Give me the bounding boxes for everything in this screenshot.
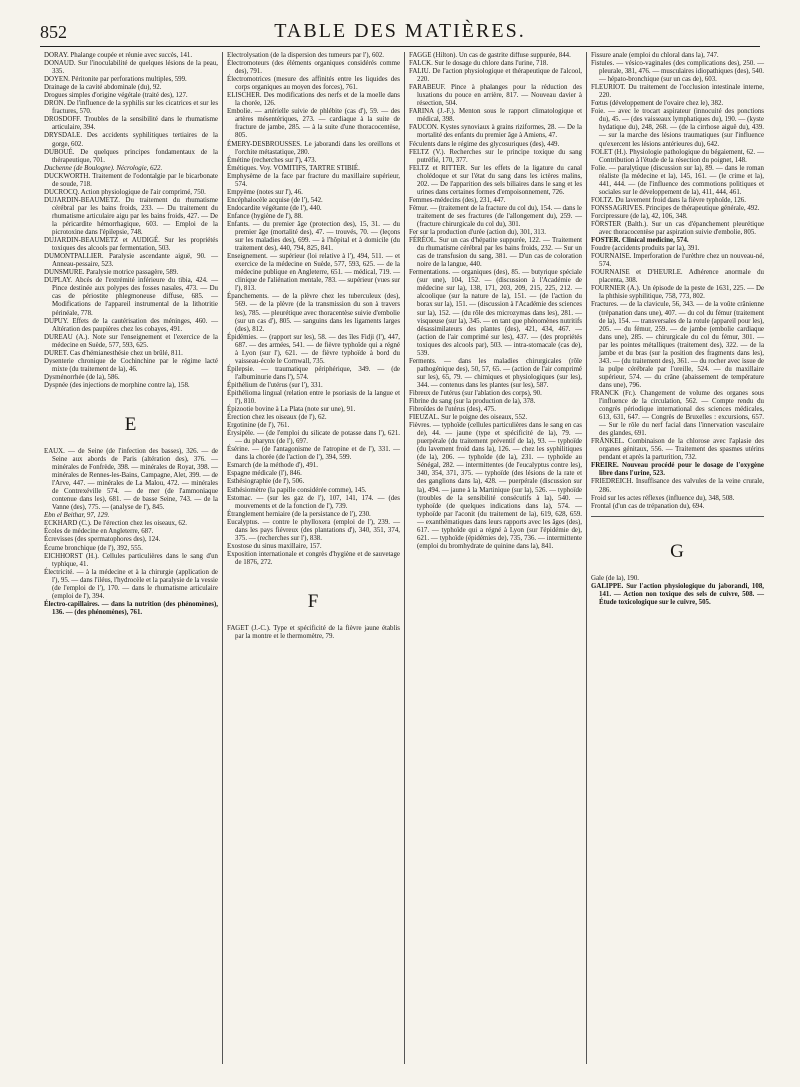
index-entry: DUJARDIN-BEAUMETZ. Du traitement du rhumatisme cérébral par les bains froids, 233. — Du traitement du rhumatisme articulaire aigu par les bains froids, 427. — De la péricardite hémorrhagique, 603. — Emploi de la picrotoxine dans l'épilepsie, 748. [44,196,218,237]
index-entry: Fièvres. — typhoïde (cellules particulières dans le sang en cas de), 44. — jaune (type et spécificité de la), 79. — puerpérale (du traitement préventif de la), 93. — typhoïde (du lavement froid dans la), 126. — chez les syphilitiques (de la), 206. — typhoïde (de la), 231. — typhoïde au Sénégal, 282. — intermittentes (de l'eucalyptus contre les), 340, 354, 371, 375. — typhoïde (des lésions de la rate et des ganglions dans la), 428. — puerpérale (discussion sur la), 494. — jaune à la Martinique (sur la), 526. — typhoïde (troubles de la sensibilité consécutifs à la), 540. — typhoïde (de quelques indications dans la), 574. — typhoïde par l'aconit (du traitement de la), 619, 628, 659. — exanthématiques dans leurs rapports avec les âges (des), 617. — typhoïde qui a régné à Lyon (sur l'épidémie de), 621. — typhoïde (épidémies de), 735, 736. — intermittente (emploi du bromhydrate de quinine dans la), 841. [409,422,582,550]
index-entry: DUMONTPALLIER. Paralysie ascendante aiguë, 90. — Anneau-pessaire, 523. [44,253,218,269]
index-entry: DOYEN. Péritonite par perforations multiples, 599. [44,76,187,84]
index-entry: FOSTER. Clinical medicine, 574. [591,237,689,245]
index-entry: FIEUZAL. Sur le poigne des oiseaux, 552. [409,414,528,422]
index-entry: FONSSAGRIVES. Principes de thérapeutique générale, 492. [591,204,760,212]
index-entry: ECKHARD (C.). De l'érection chez les oiseaux, 62. [44,520,188,528]
index-entry: FÖRSTER (Balth.). Sur un cas d'épanchement pleurétique avec thoracocentèse par aspiration suivie d'embolie, 805. [591,220,764,237]
index-entry: FARINA (J.-F.). Menton sous le rapport climatologique et médical, 398. [409,108,582,124]
index-entry: DUBOUÉ. De quelques principes fondamentaux de la thérapeutique, 701. [44,148,218,164]
index-column-3 [404,52,586,1064]
index-columns [40,52,768,1064]
index-entry: Émétine (recherches sur l'), 473. [227,156,317,164]
index-entry: Foie. — avec le trocart aspirateur (innocuité des ponctions du), 45. — (des vaisseaux lymphatiques du), 190. — (kyste hydatique du), 248, 268. — (de la cirrhose aiguë du), 439. — sur la marche des lésions traumatiques (sur l'influence qu'exercent les lésions antérieures du), 642. [591,108,764,148]
index-entry: Épithélioma lingual (relation entre le psoriasis de la langue et l'), 810. [227,389,400,406]
index-entry: DUPUY. Effets de la cautérisation des méninges, 460. — Altération des paupières chez les cobayes, 491. [44,317,218,333]
index-entry: Enfance (hygiène de l'), 88. [227,212,303,220]
index-entry: Drogues simples d'origine végétale (traité des), 127. [44,92,188,100]
index-entry: EAUX. — de Seine (de l'infection des basses), 326. — de Seine aux abords de Paris (altération des), 376. — minérales de Fonfrède, 398. — minérales de Royat, 398. — minérales de Rennes-les-Bains, Campagne, Alet, 399. — de l'Arve, 447. — minérales de La Malou, 472. — minérales de Contrexéville 574. — de mer (de l'ammoniaque contenue dans les), 681. — de basse Seine, 743. — de la Vanne (des), 775. — (analyse de l'), 845. [44,447,218,512]
index-entry: Eucalyptus. — contre le phylloxera (emploi de l'), 239. — dans les pays fiévreux (des plantations d'), 340, 351, 374, 375. — (recherches sur l'), 838. [227,518,400,542]
index-entry: FAGGE (Hilton). Un cas de gastrite diffuse suppurée, 844. [409,52,571,59]
index-entry: Fermentations. — organiques (des), 85. — butyrique spéciale (sur une), 104, 152. — (discussion à l'Académie de médecine sur la), 138, 171, 203, 209, 215, 225, 212. — alcoolique (sur la nature de la), 151. — (de l'action du borax sur la), 151. — (discussion à l'Académie des sciences sur la), 152. — (du rôle des microzymas dans les), 281. — visqueuse (sur la), 345. — en tant que phénomènes nutritifs désassimilateurs des plantes (des), 421, 434, 467. — (action de l'air comprimé sur les), 437. — (des propriétés toxiques des alcools par), 503. — intra-stomacale (cas de), 539. [409,269,582,357]
index-entry: FARABEUF. Pince à phalanges pour la réduction des luxations du pouce en arrière, 817. — Nouveau davier à résection, 504. [409,84,582,108]
index-entry: Ferments. — dans les maladies chirurgicales (rôle pathogénique des), 50, 57, 65. — (action de l'air comprimé sur les), 65, 79. — chimiques et physiologiques (sur les), 344. — contenus dans les plantes (sur les), 587. [409,357,582,389]
index-entry: Électromotrices (mesure des affinités entre les liquides des corps organiques au moyen des forces), 761. [227,76,400,92]
index-column-1 [40,52,222,1064]
index-entry: Dysménorrhée (de la), 586. [44,373,120,381]
index-entry: FAGET (J.-C.). Type et spécificité de la fièvre jaune établis par la montre et le thermomètre, 79. [227,625,400,641]
index-entry: Empyème (notes sur l'), 46. [227,188,303,196]
index-entry: Fractures. — de la clavicule, 56, 343. — de la voûte crânienne (trépanation dans une), 407. — du col du fémur (traitement de la), 154. — transversales de la rotule (appareil pour les), 205. — du fémur, 259. — de jambe (embolie cardiaque dans une), 285. — chirurgicale du col du fémur, 301. — par les pointes métalliques (traitement des), 322. — de la jambe et du bras (sur la position des fragments dans les), 343. — (du traitement des), 361. — du rocher avec issue de la pulpe cérébrale par l'oreille, 524. — du maxillaire supérieur, 574. — du crâne (abaissement de température dans une), 796. [591,301,764,389]
section-letter-g: G [670,540,685,562]
index-entry: GALIPPE. Sur l'action physiologique du jaborandi, 108, 141. — Action non toxique des sels de cuivre, 508. — Étude toxicologique sur le cuivre, 505. [591,582,764,606]
index-entry: Épithélium de l'utérus (sur l'), 331. [227,381,323,389]
index-entry: DUREAU (A.). Note sur l'enseignement et l'exercice de la médecine en Suède, 577, 593, 625. [44,333,218,349]
index-entry: FOURNIER (A.). Un épisode de la peste de 1631, 225. — De la phthisie syphilitique, 758, 773, 802. [591,285,764,301]
index-entry: Fémur. — (traitement de la fracture du col du), 154. — dans le traitement de ses fractures (de l'allongement du), 259. — (fracture chirurgicale du col du), 301. [409,204,582,228]
index-entry: Esthésiomètre (la papille considérée comme), 145. [227,486,367,494]
index-entry: Épidémies. — (rapport sur les), 58. — des îles Fidji (l'), 447, 687. — des armées, 541. — de fièvre typhoïde qui a régné à Lyon (sur l'), 621. — de fièvre typhoïde à bord du vaisseau-école le Cornwall, 735. [227,333,400,365]
index-entry: FELTZ et RITTER. Sur les effets de la ligature du canal cholédoque et sur l'état du sang dans les ictères malins, 202. — De l'apparition des sels biliaires dans le sang et les urines dans certaines formes d'empoisonnement, 726. [409,164,582,196]
index-entry: Emphysème de la face par fracture du maxillaire supérieur, 574. [227,172,400,188]
index-entry: FELTZ (V.). Recherches sur le principe toxique du sang putréfié, 170, 377. [409,148,582,164]
running-title: TABLE DES MATIÈRES. [274,20,526,42]
index-entry: DUJARDIN-BEAUMETZ et AUDIGÉ. Sur les propriétés toxiques des alcools par fermentation, 503. [44,237,218,253]
index-entry: FREIRE. Nouveau procédé pour le dosage de l'oxygène libre dans l'urine, 523. [591,462,764,478]
index-entry: EICHHORST (H.). Cellules particulières dans le sang d'un typhique, 41. [44,552,218,568]
index-entry: Foudre (accidents produits par la), 391. [591,245,700,253]
section-letter-f: F [307,591,320,612]
index-entry: Étranglement herniaire (de la persistance de l'), 230. [227,510,371,518]
index-entry: DUPLAY. Abcès de l'extrémité inférieure du tibia, 424. — Pince destinée aux polypes des fosses nasales, 473. — Du cas de périostite phlegmoneuse diffuse, 685. — Modifications de l'appareil instrumental de la lithotritie périnéale, 778. [44,277,218,317]
index-entry: Épizootie bovine à La Plata (note sur une), 91. [227,406,356,414]
index-entry: Ergotinine (de l'), 761. [227,422,290,430]
index-entry: Ésérine. — (de l'antagonisme de l'atropine et de l'), 331. — dans la chorée (de l'action de l'), 394, 599. [227,446,400,462]
index-column-4 [586,52,768,1064]
index-entry: Émétiques. Voy. VOMITIFS, TARTRE STIBIÉ. [227,164,360,172]
index-entry: Dyspnée (des injections de morphine contre la), 158. [44,381,190,389]
index-entry: Drainage de la cavité abdominale (du), 92. [44,84,162,92]
index-entry: DONAUD. Sur l'inoculabilité de quelques lésions de la peau, 335. [44,60,218,76]
index-entry: Écrevisses (des spermatophores des), 124. [44,536,161,544]
page-header [40,20,760,47]
index-entry: FOURNAISE. Imperforation de l'urèthre chez un nouveau-né, 574. [591,253,764,269]
index-entry: Électro-capillaires. — dans la nutrition (des phénomènes), 136. — (des phénomènes), 761. [44,600,218,616]
index-entry: Électromoteurs (des éléments organiques considérés comme des), 791. [227,60,400,76]
index-entry: Espagne médicale (l'), 846. [227,470,302,478]
index-entry: Fistules. — vésico-vaginales (des complications des), 250. — pleurale, 381, 476. — musculaires idiopathiques (des), 540. — hépato-bronchique (sur un cas de), 603. [591,60,764,84]
index-entry: Enfants. — du premier âge (protection des), 15, 31. — du premier âge (mortalité des), 47. — trouvés, 70. — (leçons sur les maladies des), 699. — à l'hôpital et à domicile (du traitement des), 440, 794, 825, 841. [227,220,400,253]
index-entry: DUCROCQ. Action physiologique de l'air comprimé, 750. [44,188,206,196]
index-entry: DRYSDALE. Des accidents syphilitiques tertiaires de la gorge, 602. [44,132,218,148]
index-entry: FRANCK (Fr.). Changement de volume des organes sous l'influence de la circulation, 562. — Compte rendu du congrès périodique international des sciences médicales, 613, 631, 647. — Congrès de Bruxelles : excursions, 657. — Sur le rôle du nerf facial dans l'innervation vasculaire des glandes, 691. [591,389,764,438]
index-entry: Dysenterie chronique de Cochinchine par le régime lacté mixte (du traitement de la), 46. [44,357,218,373]
index-entry: Fibrine du sang (sur la production de la), 378. [409,398,536,406]
index-entry: FRIEDREICH. Insuffisance des valvules de la veine crurale, 286. [591,478,764,494]
index-entry: Électricité. — à la médecine et à la chirurgie (application de l'), 95. — dans l'iléus, l'hydrocèle et la paralysie de la vessie (de l'emploi de l'), 170. — dans le rhumatisme articulaire (emploi de l'), 394. [44,568,218,600]
index-entry: DUNSMURE. Paralysie motrice passagère, 589. [44,269,179,277]
index-entry: FOLTZ. Du lavement froid dans la fièvre typhoïde, 126. [591,196,746,204]
index-entry: FALIU. De l'action physiologique et thérapeutique de l'alcool, 220. [409,68,582,84]
index-entry: Folie. — paralytique (discussion sur la), 89. — dans le roman réaliste (la médecine et la), 145, 161. — (le crime et la), 441, 444. — (de l'influence des commotions politiques et sociales sur le développement de la), 411, 444, 461. [591,164,764,196]
index-entry: Fissure anale (emploi du chloral dans la), 747. [591,52,719,59]
index-entry: FOURNAISE et D'HEURLE. Adhérence anormale du placenta, 308. [591,269,764,285]
index-entry: Esthésiographie (de l'), 506. [227,478,305,486]
index-entry: Femmes-médecins (des), 231, 447. [409,196,506,204]
index-entry: Épanchements. — de la plèvre chez les tuberculeux (des), 569. — de la plèvre (de la transmission du son à travers les), 785. — pleurétique avec thoracentèse suivie d'embolie (sur un cas d'), 805. — sanguins dans les ligaments larges (des), 812. [227,293,400,333]
index-entry: Ebn el Beithar, 97, 129. [44,512,110,520]
index-entry: Épilepsie. — traumatique périphérique, 349. — (de l'albuminurie dans l'), 574. [227,365,400,381]
index-entry: Fer sur la production d'urée (action du), 301, 313. [409,229,546,237]
index-entry: FÉRÉOL. Sur un cas d'hépatite suppurée, 122. — Traitement du rhumatisme cérébral par les bains froids, 232. — Sur un cas de transfusion du sang, 381. — D'un cas de coloration noire de la langue, 440. [409,237,582,269]
index-entry: DRON. De l'influence de la syphilis sur les cicatrices et sur les fractures, 570. [44,100,218,116]
index-entry: FLEURIOT. Du traitement de l'occlusion intestinale interne, 220. [591,84,764,100]
index-entry: Érysipèle. — (de l'emploi du silicate de potasse dans l'), 621. — du pharynx (de l'), 697. [227,430,400,446]
index-entry: DORAY. Phalange coupée et réunie avec succès, 141. [44,52,193,59]
index-entry: Encéphalocèle acquise (de l'), 542. [227,196,323,204]
index-entry: Froid sur les actes réflexes (influence du), 348, 508. [591,494,735,502]
index-entry: Fœtus (développement de l'ovaire chez le), 382. [591,100,724,108]
index-column-2 [222,52,404,1064]
section-letter-e: E [124,413,138,435]
index-entry: Exostose du sinus maxillaire, 157. [227,542,322,550]
index-entry: Enseignement. — supérieur (loi relative à l'), 494, 511. — et exercice de la médecine en Suède, 577, 593, 625. — de la médecine publique en Angleterre, 651. — médical, 719. — clinique de l'aliénation mentale, 783. — supérieur (vues sur l'), 813. [227,253,400,293]
index-entry: Endocardite végétante (de l'), 440. [227,204,322,212]
section-divider [591,516,764,517]
index-entry: FALCK. Sur le dosage du chlore dans l'urine, 718. [409,60,549,68]
index-entry: Embolie. — artérielle suivie de phlébite (cas d'), 59. — des artères mésentériques, 273. — cardiaque à la suite de fracture de jambe, 285. — à la suite d'une thoracocentèse, 805. [227,108,400,140]
index-entry: Électrolysation (de la dispersion des tumeurs par l'), 602. [227,52,385,59]
index-entry: Écoles de médecine en Angleterre, 687. [44,528,154,536]
index-entry: FRÄNKEL. Combinaison de la chlorose avec l'aplasie des organes génitaux, 556. — Traitement des spasmes utérins pendant et après la parturition, 732. [591,438,764,462]
index-entry: Estomac. — (sur les gaz de l'), 107, 141, 174. — (des mouvements et de la fonction de l'), 739. [227,494,400,510]
index-entry: DUCKWORTH. Traitement de l'odontalgie par le bicarbonate de soude, 718. [44,172,218,188]
index-entry: DURET. Cas d'hémianesthésie chez un brûlé, 811. [44,349,183,357]
index-entry: Frontal (d'un cas de trépanation du), 694. [591,502,705,510]
index-entry: FOLET (H.). Physiologie pathologique du bégaiement, 62. — Contribution à l'étude de la résection du poignet, 148. [591,148,764,164]
index-entry: Esmarch (de la méthode d'), 491. [227,462,318,470]
index-entry: Forcipressure (de la), 42, 106, 348. [591,212,688,220]
index-entry: Écume bronchique (de l'), 392, 555. [44,544,143,552]
index-entry: Fibreux de l'utérus (sur l'ablation des corps), 90. [409,389,542,397]
index-entry: Exposition internationale et congrès d'hygiène et de sauvetage de 1876, 272. [227,550,400,566]
index-entry: ELISCHER. Des modifications des nerfs et de la moelle dans la chorée, 126. [227,92,400,108]
index-entry: ÉMERY-DESBROUSSES. Le jaborandi dans les oreillons et l'orchite métastatique, 280. [227,140,400,156]
index-entry: Fibroïdes de l'utérus (des), 475. [409,406,496,414]
index-entry: DROSDOFF. Troubles de la sensibilité dans le rhumatisme articulaire, 394. [44,116,218,132]
index-entry: Duchenne (de Boulogne). Nécrologie, 622. [44,164,163,172]
index-entry: FAUCON. Kystes synoviaux à grains riziformes, 28. — De la mortalité des enfants du premier âge à Amiens, 47. [409,124,582,140]
index-entry: Érection chez les oiseaux (de l'), 62. [227,414,327,422]
index-entry: Gale (de la), 190. [591,574,640,582]
index-entry: Féculents dans le régime des glycosuriques (des), 449. [409,140,560,148]
page-number: 852 [40,22,67,42]
